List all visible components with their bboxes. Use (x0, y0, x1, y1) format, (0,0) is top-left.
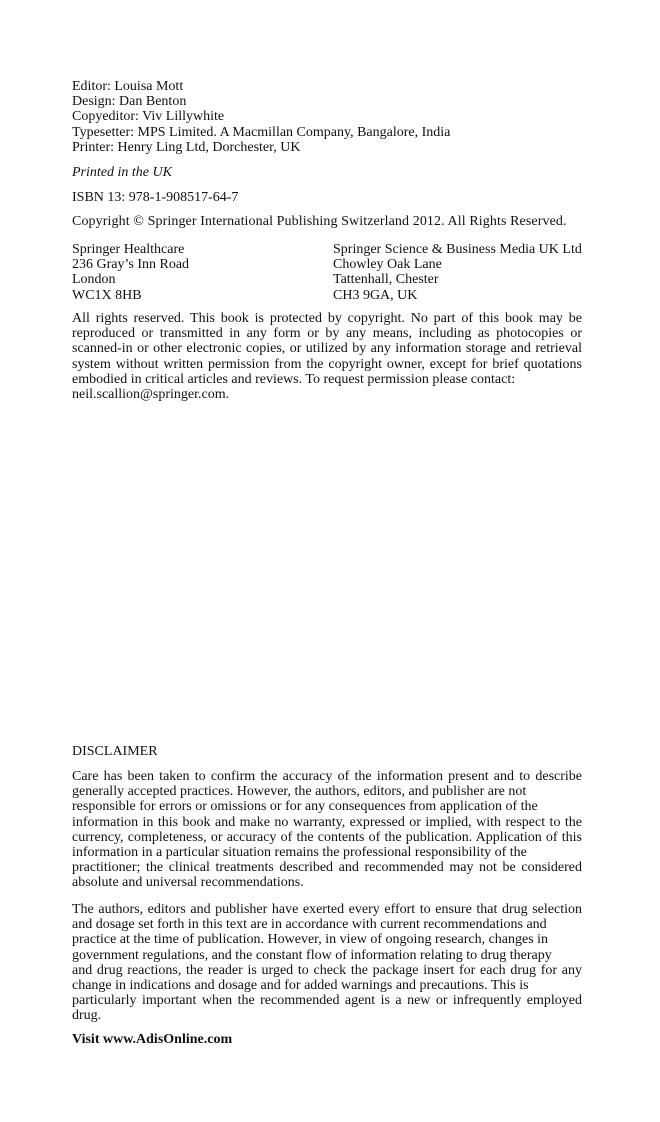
printed-in: Printed in the UK (72, 165, 172, 180)
text-line: The authors, editors and publisher have exerted every effort to ensure that drug selection (72, 902, 582, 917)
disclaimer-paragraph-2 (72, 902, 582, 1024)
address-springer-uk (333, 242, 582, 303)
text-line: practitioner; the clinical treatments described and recommended may not be considered (72, 860, 582, 876)
rights-paragraph (72, 311, 582, 402)
text-line: All rights reserved. This book is protected by copyright. No part of this book may be (72, 311, 582, 326)
address-springer-healthcare (72, 242, 189, 303)
text-line: Care has been taken to confirm the accuracy of the information present and to describe (72, 769, 582, 784)
address-line: Springer Science & Business Media UK Ltd (333, 242, 582, 257)
address-line: 236 Gray’s Inn Road (72, 257, 190, 273)
text-line: scanned-in or other electronic copies, or utilized by any information storage and retrieval (72, 341, 582, 357)
text-line: absolute and universal recommendations. (72, 875, 304, 891)
text-line: particularly important when the recommended agent is a new or infrequently employed (72, 993, 582, 1009)
isbn: ISBN 13: 978-1-908517-64-7 (72, 190, 239, 205)
text-line: information in a particular situation remains the professional responsibility of the (72, 845, 527, 861)
address-line: Springer Healthcare (72, 242, 185, 257)
text-line: and drug reactions, the reader is urged to check the package insert for each drug for any (72, 962, 582, 978)
credit-editor: Editor: Louisa Mott (72, 79, 184, 94)
copyright-line: Copyright © Springer International Publishing Switzerland 2012. All Rights Reserved. (72, 214, 567, 229)
text-line: change in indications and dosage and for added warnings and precautions. This is (72, 978, 529, 994)
text-line: practice at the time of publication. However, in view of ongoing research, changes in (72, 932, 549, 948)
text-line: information in this book and make no warranty, expressed or implied, with respect to the (72, 814, 582, 830)
credit-design: Design: Dan Benton (72, 94, 187, 110)
text-line: currency, completeness, or accuracy of the contents of the publication. Application of this (72, 829, 582, 845)
credits-block (72, 79, 450, 155)
text-line: government regulations, and the constant flow of information relating to drug therapy (72, 947, 552, 963)
address-line: Tattenhall, Chester (333, 272, 439, 288)
address-line: London (72, 272, 116, 288)
text-line: system without written permission from the copyright owner, except for brief quotations (72, 356, 582, 372)
credit-printer: Printer: Henry Ling Ltd, Dorchester, UK (72, 139, 301, 155)
address-line: Chowley Oak Lane (333, 257, 442, 273)
text-line: generally accepted practices. However, the authors, editors, and publisher are not (72, 784, 527, 800)
text-line: reproduced or transmitted in any form or by any means, including as photocopies or (72, 326, 582, 342)
text-line: responsible for errors or omissions or for any consequences from application of the (72, 799, 538, 815)
credit-typesetter: Typesetter: MPS Limited. A Macmillan Company, Bangalore, India (72, 124, 451, 140)
text-line: embodied in critical articles and reviews. To request permission please contact: (72, 371, 516, 387)
text-line: and dosage set forth in this text are in accordance with current recommendations and (72, 917, 547, 933)
address-line: CH3 9GA, UK (333, 287, 418, 303)
credit-copyeditor: Copyeditor: Viv Lillywhite (72, 109, 225, 125)
disclaimer-paragraph-1 (72, 769, 582, 891)
visit-website-link[interactable]: Visit www.AdisOnline.com (72, 1032, 233, 1047)
disclaimer-heading: DISCLAIMER (72, 744, 158, 759)
contact-email: neil.scallion@springer.com. (72, 387, 230, 403)
text-line: drug. (72, 1008, 102, 1024)
address-line: WC1X 8HB (72, 287, 142, 303)
